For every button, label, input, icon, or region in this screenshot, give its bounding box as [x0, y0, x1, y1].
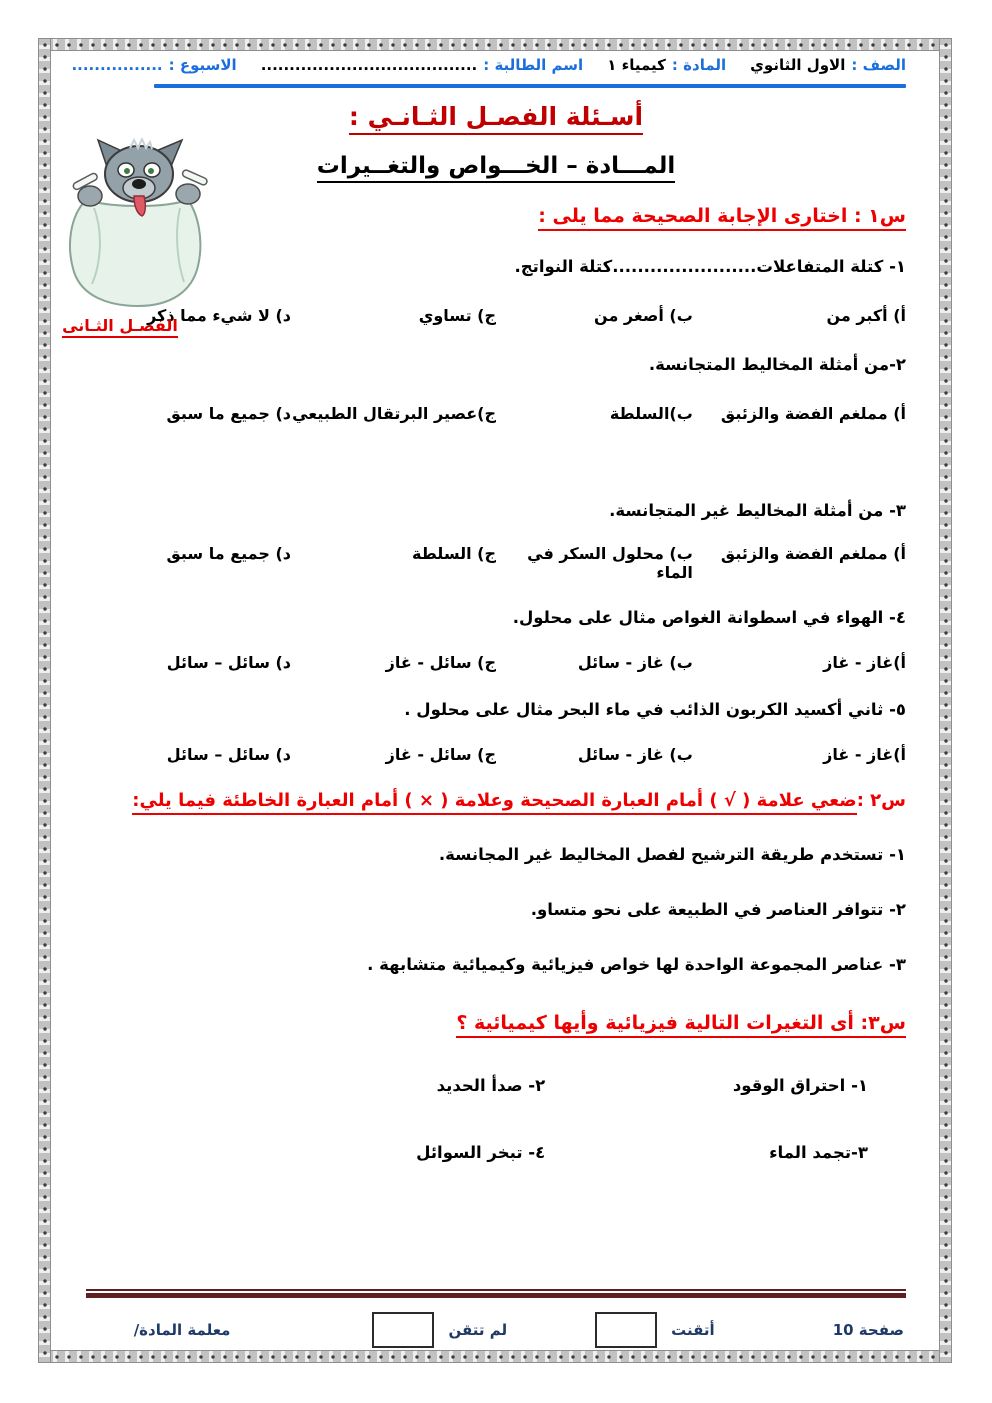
teacher-signature-label: معلمة المادة/: [133, 1321, 231, 1339]
q3-row-1: [86, 1076, 906, 1095]
header-row: [71, 50, 906, 74]
option-a[interactable]: أ)غاز - غاز: [823, 745, 906, 764]
header-divider: [154, 84, 906, 88]
section-2-prefix: س٢ :: [856, 790, 906, 811]
q1-item-4-text: ٤- الهواء في اسطوانة الغواص مثال على محلول.: [512, 608, 906, 627]
subject-field: [607, 56, 726, 74]
footer-rule-thin: [86, 1289, 906, 1291]
week-label: الاسبوع :: [168, 56, 237, 74]
option-d[interactable]: د) سائل – سائل: [166, 745, 292, 764]
student-name-blank[interactable]: ......................................: [260, 56, 478, 74]
option-c[interactable]: ج) السلطة: [412, 544, 497, 563]
option-c[interactable]: ج) تساوي: [418, 306, 497, 325]
option-c[interactable]: ج) سائل - غاز: [385, 745, 497, 764]
not-mastered-group: [372, 1312, 507, 1348]
q3-row-2: [86, 1143, 906, 1162]
mastered-group: [595, 1312, 715, 1348]
footer-rule-thick: [86, 1293, 906, 1298]
option-a[interactable]: أ) مملغم الفضة والزئبق: [720, 544, 906, 563]
q3-item-3[interactable]: ٣-تجمد الماء: [769, 1143, 868, 1162]
option-c[interactable]: ج)عصير البرتقال الطبيعي: [292, 404, 497, 423]
mastered-label: أتقنت: [671, 1321, 715, 1339]
q1-item-3-text: ٣- من أمثلة المخاليط غير المتجانسة.: [609, 501, 906, 520]
q1-item-5-text: ٥- ثاني أكسيد الكربون الذائب في ماء البحر مثال على محلول .: [404, 700, 906, 719]
q1-item-2-options: [86, 404, 906, 423]
q3-item-4[interactable]: ٤- تبخر السوائل: [416, 1143, 546, 1162]
class-label: الصف :: [851, 56, 906, 74]
subject-label: المادة :: [671, 56, 727, 74]
page-number: صفحة 10: [832, 1321, 904, 1339]
decorative-border-right: [939, 38, 952, 1363]
q1-item-1-text: ١- كتلة المتفاعلات.......................كتلة النواتج.: [514, 257, 906, 276]
section-1-heading: س١ : اختارى الإجابة الصحيحة مما يلى :: [86, 205, 906, 227]
q2-item-2[interactable]: ٢- تتوافر العناصر في الطبيعة على نحو متساو.: [530, 900, 906, 919]
option-a[interactable]: أ)غاز - غاز: [823, 653, 906, 672]
section-2-heading: س٢ :ضعي علامة ( √ ) أمام العبارة الصحيحة وعلامة ( × ) أمام العبارة الخاطئة فيما يلي:: [86, 790, 906, 811]
chapter-badge: الفصـل الثـانى: [52, 316, 188, 335]
option-a[interactable]: أ) أكبر من: [826, 306, 906, 325]
wolf-mascot-illustration: [62, 138, 216, 335]
option-d[interactable]: د) لا شيء مما ذكر: [147, 306, 292, 325]
option-d[interactable]: د) جميع ما سبق: [166, 404, 292, 423]
option-c[interactable]: ج) سائل - غاز: [385, 653, 497, 672]
q1-item-2-text: ٢-من أمثلة المخاليط المتجانسة.: [648, 355, 906, 374]
option-b[interactable]: ب)السلطة: [609, 404, 693, 423]
option-b[interactable]: ب) محلول السكر في الماء: [527, 544, 693, 582]
q3-item-2[interactable]: ٢- صدأ الحديد: [436, 1076, 546, 1095]
week-blank[interactable]: ................: [71, 56, 163, 74]
week-field[interactable]: [71, 56, 236, 74]
q1-item-4-options: [86, 653, 906, 672]
not-mastered-label: لم تتقن: [448, 1321, 508, 1339]
decorative-border-left: [38, 38, 51, 1363]
subject-value: كيمياء ١: [607, 56, 666, 74]
class-field: [750, 56, 906, 74]
q3-item-1[interactable]: ١- احتراق الوقود: [732, 1076, 868, 1095]
q1-item-3-options: [86, 544, 906, 582]
student-name-field[interactable]: [261, 56, 584, 74]
option-b[interactable]: ب) غاز - سائل: [577, 653, 693, 672]
page-footer: [86, 1289, 906, 1348]
decorative-border-bottom: [38, 1350, 952, 1363]
q2-item-3[interactable]: ٣- عناصر المجموعة الواحدة لها خواص فيزيائية وكيميائية متشابهة .: [367, 955, 906, 974]
section-3-heading: س٣: أى التغيرات التالية فيزيائية وأيها كيميائية ؟: [86, 1012, 906, 1034]
option-b[interactable]: ب) أصغر من: [594, 306, 693, 325]
option-d[interactable]: د) جميع ما سبق: [166, 544, 292, 563]
student-name-label: اسم الطالبة :: [483, 56, 584, 74]
option-b[interactable]: ب) غاز - سائل: [577, 745, 693, 764]
q2-item-1[interactable]: ١- تستخدم طريقة الترشيح لفصل المخاليط غير المجانسة.: [438, 845, 906, 864]
not-mastered-checkbox[interactable]: [372, 1312, 434, 1348]
option-a[interactable]: أ) مملغم الفضة والزئبق: [720, 404, 906, 423]
mastered-checkbox[interactable]: [595, 1312, 657, 1348]
page-title: أسـئلة الفصـل الثـانـي :: [86, 102, 906, 131]
class-value: الاول الثانوي: [750, 56, 846, 74]
option-d[interactable]: د) سائل – سائل: [166, 653, 292, 672]
page-subtitle: المـــادة – الخـــواص والتغــيرات: [86, 153, 906, 179]
q1-item-5-options: [86, 745, 906, 764]
